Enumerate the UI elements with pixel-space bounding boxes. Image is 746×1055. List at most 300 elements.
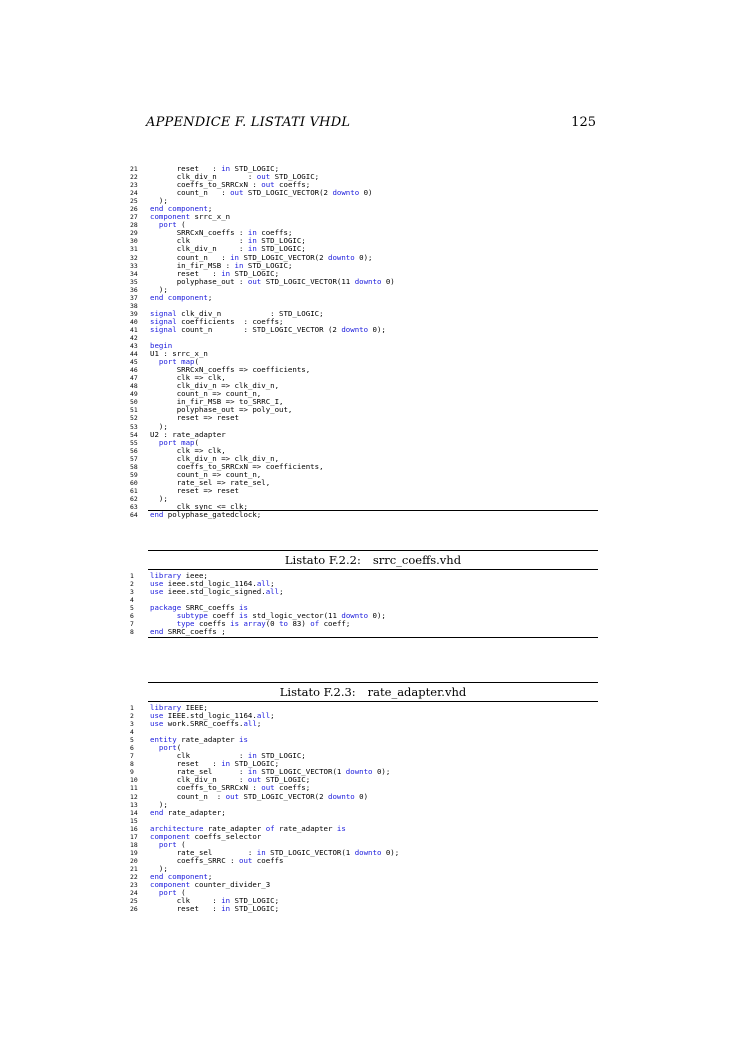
code-line: [130, 897, 600, 905]
code-keyword: out: [230, 189, 244, 198]
line-number: 12: [130, 792, 138, 801]
code-text: );: [150, 197, 168, 206]
code-line: [130, 406, 600, 414]
line-number: 44: [130, 350, 138, 359]
line-number: 26: [130, 205, 138, 214]
line-number: 60: [130, 478, 138, 487]
caption-label: Listato F.2.2:: [284, 553, 361, 567]
code-text: ;: [256, 720, 262, 729]
code-line: [130, 221, 600, 229]
code-text: STD_LOGIC;: [256, 752, 306, 761]
code-text: 0);: [372, 768, 391, 777]
code-line: [130, 165, 600, 173]
code-text: 0): [354, 792, 369, 801]
line-number: 63: [130, 502, 138, 511]
code-text: STD_LOGIC_VECTOR(2: [239, 792, 329, 801]
code-keyword: out: [225, 792, 240, 801]
line-number: 55: [130, 438, 138, 447]
code-keyword: end component: [150, 293, 208, 302]
code-keyword: is: [239, 604, 248, 613]
line-number: 17: [130, 832, 138, 841]
code-text: coeffs_to_SRRCxN :: [150, 181, 262, 190]
line-number: 4: [130, 596, 134, 605]
code-keyword: in: [221, 897, 231, 906]
code-text: coeff: [207, 612, 240, 621]
code-text: ;: [207, 872, 213, 881]
code-text: SRRCxN_coeffs :: [150, 229, 248, 238]
code-text: ieee.std_logic_signed.: [163, 588, 266, 597]
code-line: [130, 390, 600, 398]
line-number: 27: [130, 213, 138, 222]
code-keyword: out: [261, 784, 275, 793]
code-text: coeffs_to_SRRCxN => coefficients,: [150, 462, 324, 471]
code-line: [130, 604, 600, 612]
code-text: ;: [279, 588, 284, 597]
code-line: [130, 229, 600, 237]
code-line: [130, 455, 600, 463]
code-text: rate_sel :: [150, 768, 248, 777]
code-keyword: component: [150, 881, 191, 890]
code-text: U2 : rate_adapter: [150, 430, 226, 439]
caption-filename: srrc_coeffs.vhd: [372, 553, 462, 567]
code-keyword: all: [243, 720, 257, 729]
code-line: [130, 596, 600, 604]
line-number: 21: [130, 864, 138, 873]
code-text: clk => clk,: [150, 446, 226, 455]
code-line: [130, 841, 600, 849]
code-line: [130, 189, 600, 197]
code-keyword: of: [265, 824, 275, 833]
line-number: 4: [130, 728, 134, 737]
code-text: clk_div_n => clk_div_n,: [150, 382, 280, 391]
line-number: 62: [130, 494, 138, 503]
code-text: count_n => count_n,: [150, 390, 262, 399]
code-text: [150, 439, 159, 447]
code-text: [150, 889, 159, 897]
code-line: [130, 588, 600, 596]
code-text: coeffs: [252, 856, 284, 865]
line-number: 13: [130, 800, 138, 809]
code-keyword: in: [256, 848, 266, 857]
code-text: U1 : srrc_x_n: [150, 350, 208, 359]
line-number: 41: [130, 325, 138, 334]
code-text: STD_LOGIC;: [256, 245, 306, 254]
code-line: [130, 620, 600, 628]
code-keyword: component: [150, 832, 191, 841]
code-text: (: [176, 840, 186, 849]
code-line: [130, 793, 600, 801]
code-text: in_fir_MSB :: [150, 261, 235, 270]
code-text: ieee;: [181, 572, 208, 580]
code-line: [130, 865, 600, 873]
code-text: reset :: [150, 165, 222, 173]
code-line: [130, 889, 600, 897]
code-line: [130, 294, 600, 302]
listing-caption-rate-adapter: [148, 685, 598, 699]
code-text: );: [150, 285, 168, 294]
code-line: [130, 310, 600, 318]
line-number: 33: [130, 261, 138, 270]
code-keyword: out: [261, 181, 275, 190]
code-line: [130, 572, 600, 580]
line-number: 25: [130, 197, 138, 206]
code-keyword: to: [279, 620, 288, 629]
code-text: IEEE;: [181, 704, 208, 712]
line-number: 6: [130, 612, 134, 621]
code-keyword: in: [247, 237, 257, 246]
code-keyword: downto: [345, 768, 373, 777]
code-line: [130, 342, 600, 350]
code-line: [130, 197, 600, 205]
code-line: [130, 471, 600, 479]
line-number: 38: [130, 301, 138, 310]
code-text: STD_LOGIC_VECTOR(1: [256, 768, 346, 777]
code-line: [130, 801, 600, 809]
code-keyword: end component: [150, 205, 208, 214]
line-number: 58: [130, 462, 138, 471]
code-text: [150, 620, 177, 628]
code-line: [130, 495, 600, 503]
line-number: 49: [130, 390, 138, 399]
line-number: 30: [130, 237, 138, 246]
code-keyword: use: [150, 588, 164, 597]
code-line: [130, 736, 600, 744]
line-number: 10: [130, 776, 138, 785]
code-text: clk_div_n :: [150, 776, 248, 785]
code-keyword: is: [239, 736, 248, 745]
line-number: 29: [130, 229, 138, 238]
code-line: [130, 318, 600, 326]
code-keyword: library: [150, 704, 182, 712]
code-line: [130, 213, 600, 221]
code-text: 0): [381, 277, 395, 286]
line-number: 53: [130, 422, 138, 431]
code-line: [130, 237, 600, 245]
code-line: [130, 447, 600, 455]
code-text: count_n => count_n,: [150, 470, 262, 479]
code-text: clk_sync <= clk;: [150, 502, 248, 511]
code-text: coeffs_selector: [190, 832, 262, 841]
line-number: 24: [130, 889, 138, 898]
code-text: SRRCxN_coeffs => coefficients,: [150, 366, 311, 375]
line-number: 2: [130, 580, 134, 589]
code-keyword: port: [158, 221, 177, 230]
caption-top-rule: [148, 550, 598, 551]
code-line: [130, 286, 600, 294]
code-text: STD_LOGIC;: [256, 237, 306, 246]
code-text: );: [150, 800, 168, 809]
code-text: );: [150, 864, 168, 873]
code-keyword: out: [247, 277, 262, 286]
code-text: STD_LOGIC;: [230, 165, 280, 173]
code-keyword: end: [150, 628, 164, 637]
code-text: reset => reset: [150, 486, 239, 495]
code-keyword: is array: [230, 620, 266, 629]
line-number: 23: [130, 181, 138, 190]
code-text: STD_LOGIC_VECTOR(11: [261, 277, 355, 286]
code-text: (0: [265, 620, 280, 629]
code-keyword: in: [221, 269, 231, 278]
line-number: 19: [130, 848, 138, 857]
line-number: 15: [130, 816, 138, 825]
caption-top-rule: [148, 682, 598, 683]
code-line: [130, 431, 600, 439]
code-text: SRRC_coeffs: [181, 604, 240, 613]
code-line: [130, 704, 600, 712]
code-text: STD_LOGIC;: [230, 269, 280, 278]
code-text: rate_adapter: [203, 824, 266, 833]
code-line: [130, 720, 600, 728]
listing-caption-srrc-coeffs: [148, 553, 598, 567]
line-number: 21: [130, 165, 138, 173]
line-number: 52: [130, 414, 138, 423]
code-line: [130, 881, 600, 889]
code-keyword: downto: [328, 792, 355, 801]
line-number: 54: [130, 430, 138, 439]
code-line: [130, 776, 600, 784]
code-text: clk :: [150, 237, 248, 246]
code-text: );: [150, 494, 168, 503]
line-number: 59: [130, 470, 138, 479]
code-line: [130, 511, 600, 519]
code-text: clk_div_n :: [150, 245, 248, 254]
code-line: [130, 809, 600, 817]
line-number: 23: [130, 881, 138, 890]
code-text: count_n :: [150, 792, 226, 801]
code-line: [130, 262, 600, 270]
code-text: STD_LOGIC;: [230, 897, 280, 906]
code-text: );: [150, 422, 168, 431]
code-text: STD_LOGIC;: [270, 173, 320, 182]
code-keyword: port: [158, 744, 177, 753]
code-line: [130, 334, 600, 342]
line-number: 14: [130, 808, 138, 817]
code-line: [130, 833, 600, 841]
code-keyword: port: [158, 840, 177, 849]
code-line: [130, 825, 600, 833]
code-line: [130, 628, 600, 636]
code-text: ;: [270, 580, 275, 589]
code-line: [130, 817, 600, 825]
code-text: [150, 221, 159, 229]
line-number: 28: [130, 221, 138, 230]
code-keyword: in: [221, 165, 231, 173]
line-number: 31: [130, 245, 138, 254]
code-keyword: downto: [354, 277, 382, 286]
line-number: 37: [130, 293, 138, 302]
code-keyword: type: [176, 620, 195, 629]
code-text: coefficients : coeffs;: [176, 317, 284, 326]
code-text: clk_div_n => clk_div_n,: [150, 454, 280, 463]
code-text: 83): [288, 620, 311, 629]
caption-label: Listato F.2.3:: [279, 685, 356, 699]
running-header-title: APPENDICE F. LISTATI VHDL: [146, 115, 351, 130]
code-text: STD_LOGIC_VECTOR(2: [243, 189, 333, 198]
code-line: [130, 487, 600, 495]
line-number: 40: [130, 317, 138, 326]
code-text: srrc_x_n: [190, 213, 231, 222]
code-text: reset :: [150, 269, 222, 278]
code-keyword: is: [336, 824, 346, 833]
code-keyword: out: [247, 776, 262, 785]
code-text: count_n :: [150, 189, 231, 198]
listing-bottom-rule: [148, 510, 598, 511]
code-text: coeffs_SRRC :: [150, 856, 239, 865]
line-number: 2: [130, 712, 134, 721]
line-number: 7: [130, 752, 134, 761]
code-text: ieee.std_logic_1164.: [163, 580, 257, 589]
code-text: clk :: [150, 897, 222, 906]
code-text: STD_LOGIC;: [230, 760, 280, 769]
line-number: 1: [130, 704, 134, 712]
code-text: coeffs;: [256, 229, 293, 238]
code-listing-rate-adapter: [130, 704, 600, 913]
code-keyword: use: [150, 712, 164, 721]
code-text: clk :: [150, 752, 248, 761]
code-line: [130, 905, 600, 913]
code-text: STD_LOGIC_VECTOR(2: [239, 253, 328, 262]
code-line: [130, 254, 600, 262]
code-keyword: downto: [332, 189, 360, 198]
code-keyword: in: [247, 768, 257, 777]
code-text: reset :: [150, 905, 222, 914]
line-number: 22: [130, 872, 138, 881]
code-keyword: is: [239, 612, 248, 621]
line-number: 5: [130, 736, 134, 745]
code-line: [130, 744, 600, 752]
line-number: 16: [130, 824, 138, 833]
code-keyword: entity: [150, 736, 177, 745]
code-line: [130, 270, 600, 278]
code-text: rate_sel :: [150, 848, 257, 857]
code-line: [130, 439, 600, 447]
code-keyword: in: [247, 229, 257, 238]
code-text: reset => reset: [150, 414, 239, 423]
code-keyword: signal: [150, 309, 177, 318]
line-number: 3: [130, 588, 134, 597]
code-keyword: in: [247, 752, 257, 761]
line-number: 50: [130, 398, 138, 407]
page-number: 125: [571, 115, 596, 130]
code-keyword: out: [239, 856, 253, 865]
line-number: 64: [130, 511, 138, 520]
code-keyword: signal: [150, 317, 177, 326]
code-keyword: in: [230, 253, 239, 262]
line-number: 56: [130, 446, 138, 455]
code-keyword: component: [150, 213, 191, 222]
code-line: [130, 479, 600, 487]
code-text: polyphase_gatedclock;: [163, 511, 262, 520]
code-line: [130, 752, 600, 760]
code-line: [130, 358, 600, 366]
code-line: [130, 350, 600, 358]
listing-bottom-rule: [148, 637, 598, 638]
code-text: counter_divider_3: [190, 881, 271, 890]
code-text: work.SRRC_coeffs.: [163, 720, 244, 729]
code-text: ;: [207, 205, 213, 214]
code-line: [130, 612, 600, 620]
line-number: 8: [130, 760, 134, 769]
code-keyword: downto: [328, 253, 355, 262]
code-text: coeff;: [319, 620, 351, 629]
code-keyword: end: [150, 511, 164, 520]
code-text: coeffs_to_SRRCxN :: [150, 784, 262, 793]
line-number: 24: [130, 189, 138, 198]
code-text: 0);: [368, 325, 386, 334]
line-number: 9: [130, 768, 134, 777]
code-line: [130, 768, 600, 776]
code-text: [150, 358, 159, 366]
code-line: [130, 414, 600, 422]
code-text: [150, 612, 177, 620]
code-text: rate_sel => rate_sel,: [150, 478, 271, 487]
code-text: STD_LOGIC;: [261, 776, 311, 785]
code-keyword: begin: [150, 342, 173, 351]
code-text: ;: [207, 293, 213, 302]
code-text: 0);: [381, 848, 400, 857]
code-line: [130, 278, 600, 286]
line-number: 48: [130, 382, 138, 391]
code-text: STD_LOGIC_VECTOR(1: [265, 848, 355, 857]
code-text: clk_div_n : STD_LOGIC;: [176, 309, 324, 318]
code-text: ;: [270, 712, 275, 721]
code-keyword: in: [234, 261, 244, 270]
code-keyword: use: [150, 580, 164, 589]
code-text: (: [176, 744, 182, 753]
code-line: [130, 423, 600, 431]
line-number: 57: [130, 454, 138, 463]
line-number: 1: [130, 572, 134, 580]
code-text: coeffs;: [274, 181, 311, 190]
line-number: 35: [130, 277, 138, 286]
code-text: (: [194, 358, 199, 367]
code-listing-srrc-coeffs: [130, 572, 600, 636]
line-number: 45: [130, 358, 138, 367]
line-number: 6: [130, 744, 134, 753]
code-line: [130, 463, 600, 471]
caption-bottom-rule: [148, 569, 598, 570]
line-number: 32: [130, 253, 138, 262]
line-number: 46: [130, 366, 138, 375]
code-text: STD_LOGIC;: [243, 261, 293, 270]
code-text: coeffs;: [274, 784, 311, 793]
code-listing-polyphase: [130, 165, 600, 519]
code-keyword: architecture: [150, 824, 204, 833]
code-text: SRRC_coeffs ;: [163, 628, 226, 637]
code-keyword: subtype: [176, 612, 208, 621]
code-keyword: port: [158, 889, 177, 898]
code-keyword: all: [256, 712, 271, 721]
line-number: 51: [130, 406, 138, 415]
line-number: 36: [130, 285, 138, 294]
line-number: 34: [130, 269, 138, 278]
code-line: [130, 366, 600, 374]
line-number: 8: [130, 628, 134, 637]
code-text: (: [176, 221, 186, 230]
code-keyword: end: [150, 808, 164, 817]
line-number: 47: [130, 374, 138, 383]
code-keyword: in: [247, 245, 257, 254]
code-text: std_logic_vector(11: [247, 612, 342, 621]
code-text: clk_div_n :: [150, 173, 257, 182]
code-line: [130, 857, 600, 865]
line-number: 61: [130, 486, 138, 495]
line-number: 20: [130, 856, 138, 865]
code-line: [130, 302, 600, 310]
code-text: rate_adapter: [274, 824, 337, 833]
line-number: 25: [130, 897, 138, 906]
code-line: [130, 760, 600, 768]
